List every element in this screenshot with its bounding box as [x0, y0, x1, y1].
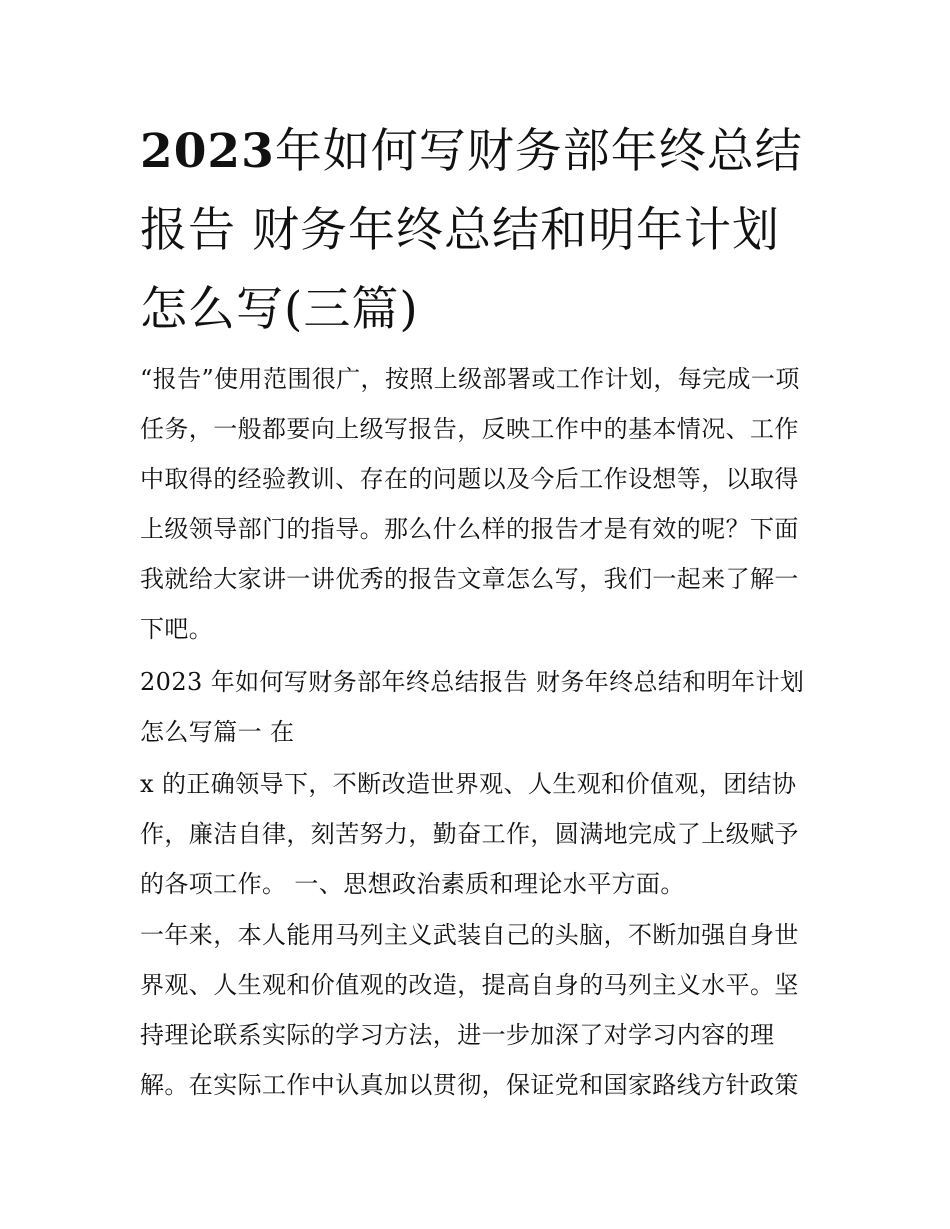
intro-line: 任务，一般都要向上级写报告，反映工作中的基本情况、工作 — [140, 415, 799, 443]
section-heading — [140, 657, 830, 757]
document-title — [140, 112, 830, 349]
title-year: 2023 — [140, 124, 275, 179]
paragraph-line: 界观、人生观和价值观的改造，提高自身的马列主义水平。坚 — [140, 971, 799, 999]
title-line-1-text: 年如何写财务部年终总结 — [274, 124, 803, 179]
paragraph-line: 一年来，本人能用马列主义武装自己的头脑，不断加强自身世 — [140, 921, 799, 949]
intro-line: 上级领导部门的指导。那么什么样的报告才是有效的呢？下面 — [140, 515, 799, 543]
intro-line: 我就给大家讲一讲优秀的报告文章怎么写，我们一起来了解一 — [140, 565, 799, 593]
intro-line: “报告”使用范围很广，按照上级部署或工作计划，每完成一项 — [140, 365, 800, 393]
section-heading-line: 怎么写篇一 在 — [140, 718, 295, 746]
paragraph-line: x 的正确领导下，不断改造世界观、人生观和价值观，团结协 — [140, 770, 797, 798]
paragraph-line: 解。在实际工作中认真加以贯彻，保证党和国家路线方针政策 — [140, 1071, 799, 1099]
paragraph-line: 作，廉洁自律，刻苦努力，勤奋工作，圆满地完成了上级赋予 — [140, 820, 799, 848]
section-heading-line: 2023 年如何写财务部年终总结报告 财务年终总结和明年计划 — [140, 668, 805, 696]
intro-line: 中取得的经验教训、存在的问题以及今后工作设想等，以取得 — [140, 465, 799, 493]
title-line-1 — [140, 112, 830, 191]
paragraph-2 — [140, 910, 830, 1110]
title-line-3: 怎么写(三篇) — [140, 282, 419, 337]
paragraph-line: 的各项工作。 一、思想政治素质和理论水平方面。 — [140, 870, 685, 898]
paragraph-line: 持理论联系实际的学习方法，进一步加深了对学习内容的理 — [140, 1021, 775, 1049]
paragraph-1 — [140, 759, 830, 909]
title-line-2: 报告 财务年终总结和明年计划 — [140, 203, 780, 258]
intro-line: 下吧。 — [140, 615, 214, 643]
intro-paragraph — [140, 354, 830, 654]
